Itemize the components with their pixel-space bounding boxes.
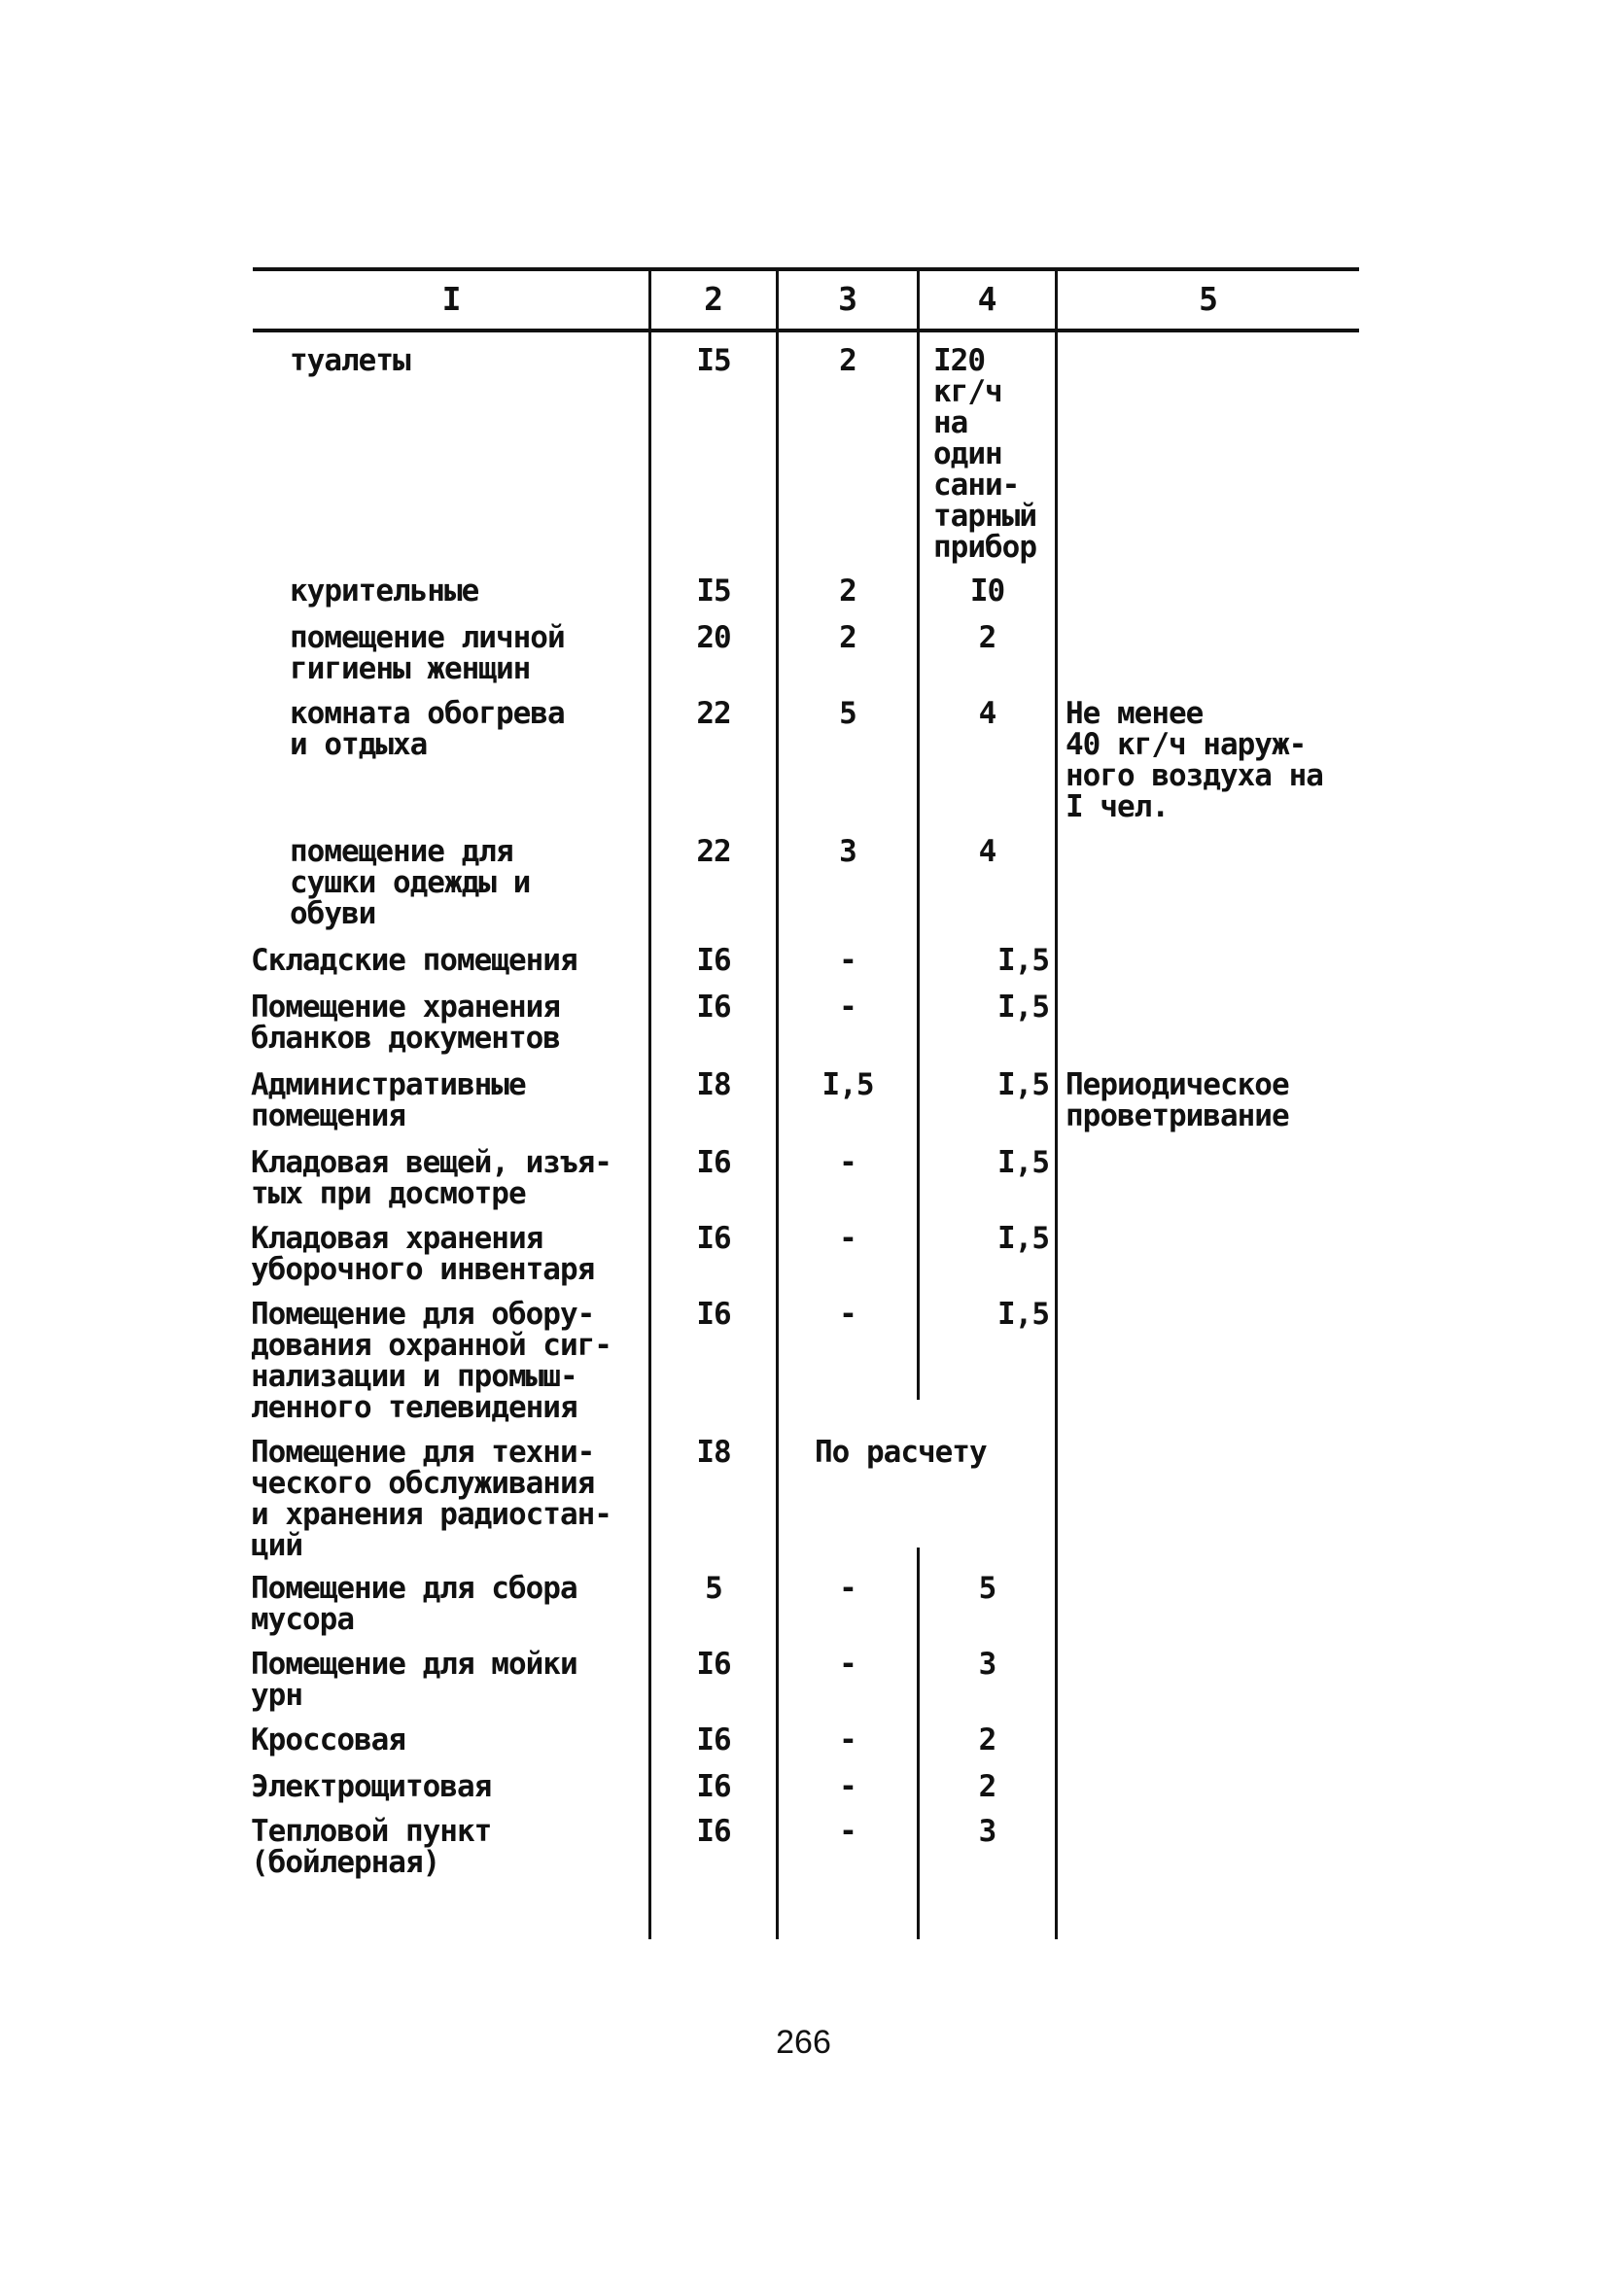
table-cell-c2: I5 (696, 343, 731, 378)
table-cell-c2: I6 (696, 990, 731, 1025)
table-row-name: Помещение для мойки урн (251, 1647, 577, 1713)
table-cell-c4: I,5 (997, 943, 1049, 978)
header-col-4: 4 (977, 280, 997, 318)
table-cell-c3: 2 (839, 574, 856, 609)
table-cell-c4: 3 (978, 1647, 996, 1682)
table-row-name: Кладовая хранения уборочного инвентаря (251, 1221, 595, 1287)
table-header-rule (253, 329, 1359, 332)
table-row-name: Кроссовая (251, 1722, 405, 1757)
table-cell-c3: - (839, 1722, 856, 1757)
table-cell-c2: 20 (696, 620, 731, 655)
table-cell-c4: 2 (978, 620, 996, 655)
table-cell-c2: I6 (696, 1722, 731, 1757)
table-cell-c3: - (839, 1297, 856, 1332)
table-cell-c4: I,5 (997, 990, 1049, 1025)
page-number: 266 (776, 2024, 831, 2061)
column-divider-1 (648, 267, 651, 1939)
table-row-name: комната обогрева и отдыха (290, 696, 565, 762)
table-row-name: Помещение для сбора мусора (251, 1571, 577, 1637)
table-cell-c3: - (839, 1571, 856, 1606)
table-cell-c3: - (839, 1221, 856, 1256)
header-col-3: 3 (838, 280, 857, 318)
table-row-name: помещение для сушки одежды и обуви (290, 834, 531, 931)
table-cell-c2: 5 (705, 1571, 722, 1606)
table-cell-c2: I6 (696, 1814, 731, 1849)
table-row-name: Административные помещения (251, 1067, 526, 1133)
table-cell-c4: I,5 (997, 1145, 1049, 1180)
table-cell-c3: 5 (839, 696, 856, 731)
table-cell-c2: I6 (696, 943, 731, 978)
table-cell-c2: I8 (696, 1435, 731, 1470)
table-cell-c5: Не менее 40 кг/ч наруж- ного воздуха на I чел. (1066, 696, 1323, 824)
table-row-name: Складские помещения (251, 943, 577, 978)
table-cell-c2: I8 (696, 1067, 731, 1102)
table-row-name: курительные (290, 574, 479, 609)
table-cell-c3: 3 (839, 834, 856, 869)
table-cell-c3-c4-merged: По расчету (815, 1435, 987, 1470)
table-cell-c3: - (839, 943, 856, 978)
table-row-name: Помещение хранения бланков документов (251, 990, 560, 1056)
table-cell-c3: - (839, 990, 856, 1025)
table-cell-c2: I5 (696, 574, 731, 609)
table-row-name: туалеты (290, 343, 410, 378)
table-cell-c4: I20 кг/ч на один сани- тарный прибор (933, 343, 1036, 565)
table-cell-c4: I,5 (997, 1221, 1049, 1256)
table-row-name: Тепловой пункт (бойлерная) (251, 1814, 492, 1880)
table-row-name: Электрощитовая (251, 1769, 492, 1804)
table-row-name: Помещение для обору- дования охранной сиг- нализации и промыш- ленного телевидения (251, 1297, 611, 1425)
header-col-2: 2 (704, 280, 723, 318)
table-row-name: помещение личной гигиены женщин (290, 620, 565, 686)
table-cell-c4: I0 (969, 574, 1005, 609)
table-cell-c2: I6 (696, 1769, 731, 1804)
table-cell-c4: 2 (978, 1722, 996, 1757)
table-cell-c2: I6 (696, 1145, 731, 1180)
table-cell-c4: I,5 (997, 1067, 1049, 1102)
header-col-1: I (441, 280, 462, 318)
column-divider-4 (1055, 267, 1058, 1939)
table-cell-c3: - (839, 1145, 856, 1180)
table-cell-c2: 22 (696, 834, 731, 869)
table-cell-c4: I,5 (997, 1297, 1049, 1332)
table-cell-c3: 2 (839, 620, 856, 655)
table-cell-c2: I6 (696, 1221, 731, 1256)
table-cell-c2: I6 (696, 1647, 731, 1682)
table-row-name: Кладовая вещей, изъя- тых при досмотре (251, 1145, 611, 1211)
table-cell-c4: 5 (978, 1571, 996, 1606)
table-cell-c2: 22 (696, 696, 731, 731)
table-cell-c3: I,5 (821, 1067, 874, 1102)
table-cell-c3: 2 (839, 343, 856, 378)
header-col-5: 5 (1199, 280, 1218, 318)
table-cell-c3: - (839, 1769, 856, 1804)
table-cell-c4: 4 (978, 696, 996, 731)
table-cell-c3: - (839, 1814, 856, 1849)
table-cell-c4: 3 (978, 1814, 996, 1849)
table-cell-c2: I6 (696, 1297, 731, 1332)
table-cell-c5: Периодическое проветривание (1066, 1067, 1289, 1133)
column-divider-2 (776, 267, 779, 1939)
table-cell-c3: - (839, 1647, 856, 1682)
table-row-name: Помещение для техни- ческого обслуживания и хранения радиостан- ций (251, 1435, 611, 1563)
table-top-rule (253, 267, 1359, 271)
table-cell-c4: 2 (978, 1769, 996, 1804)
table-cell-c4: 4 (978, 834, 996, 869)
